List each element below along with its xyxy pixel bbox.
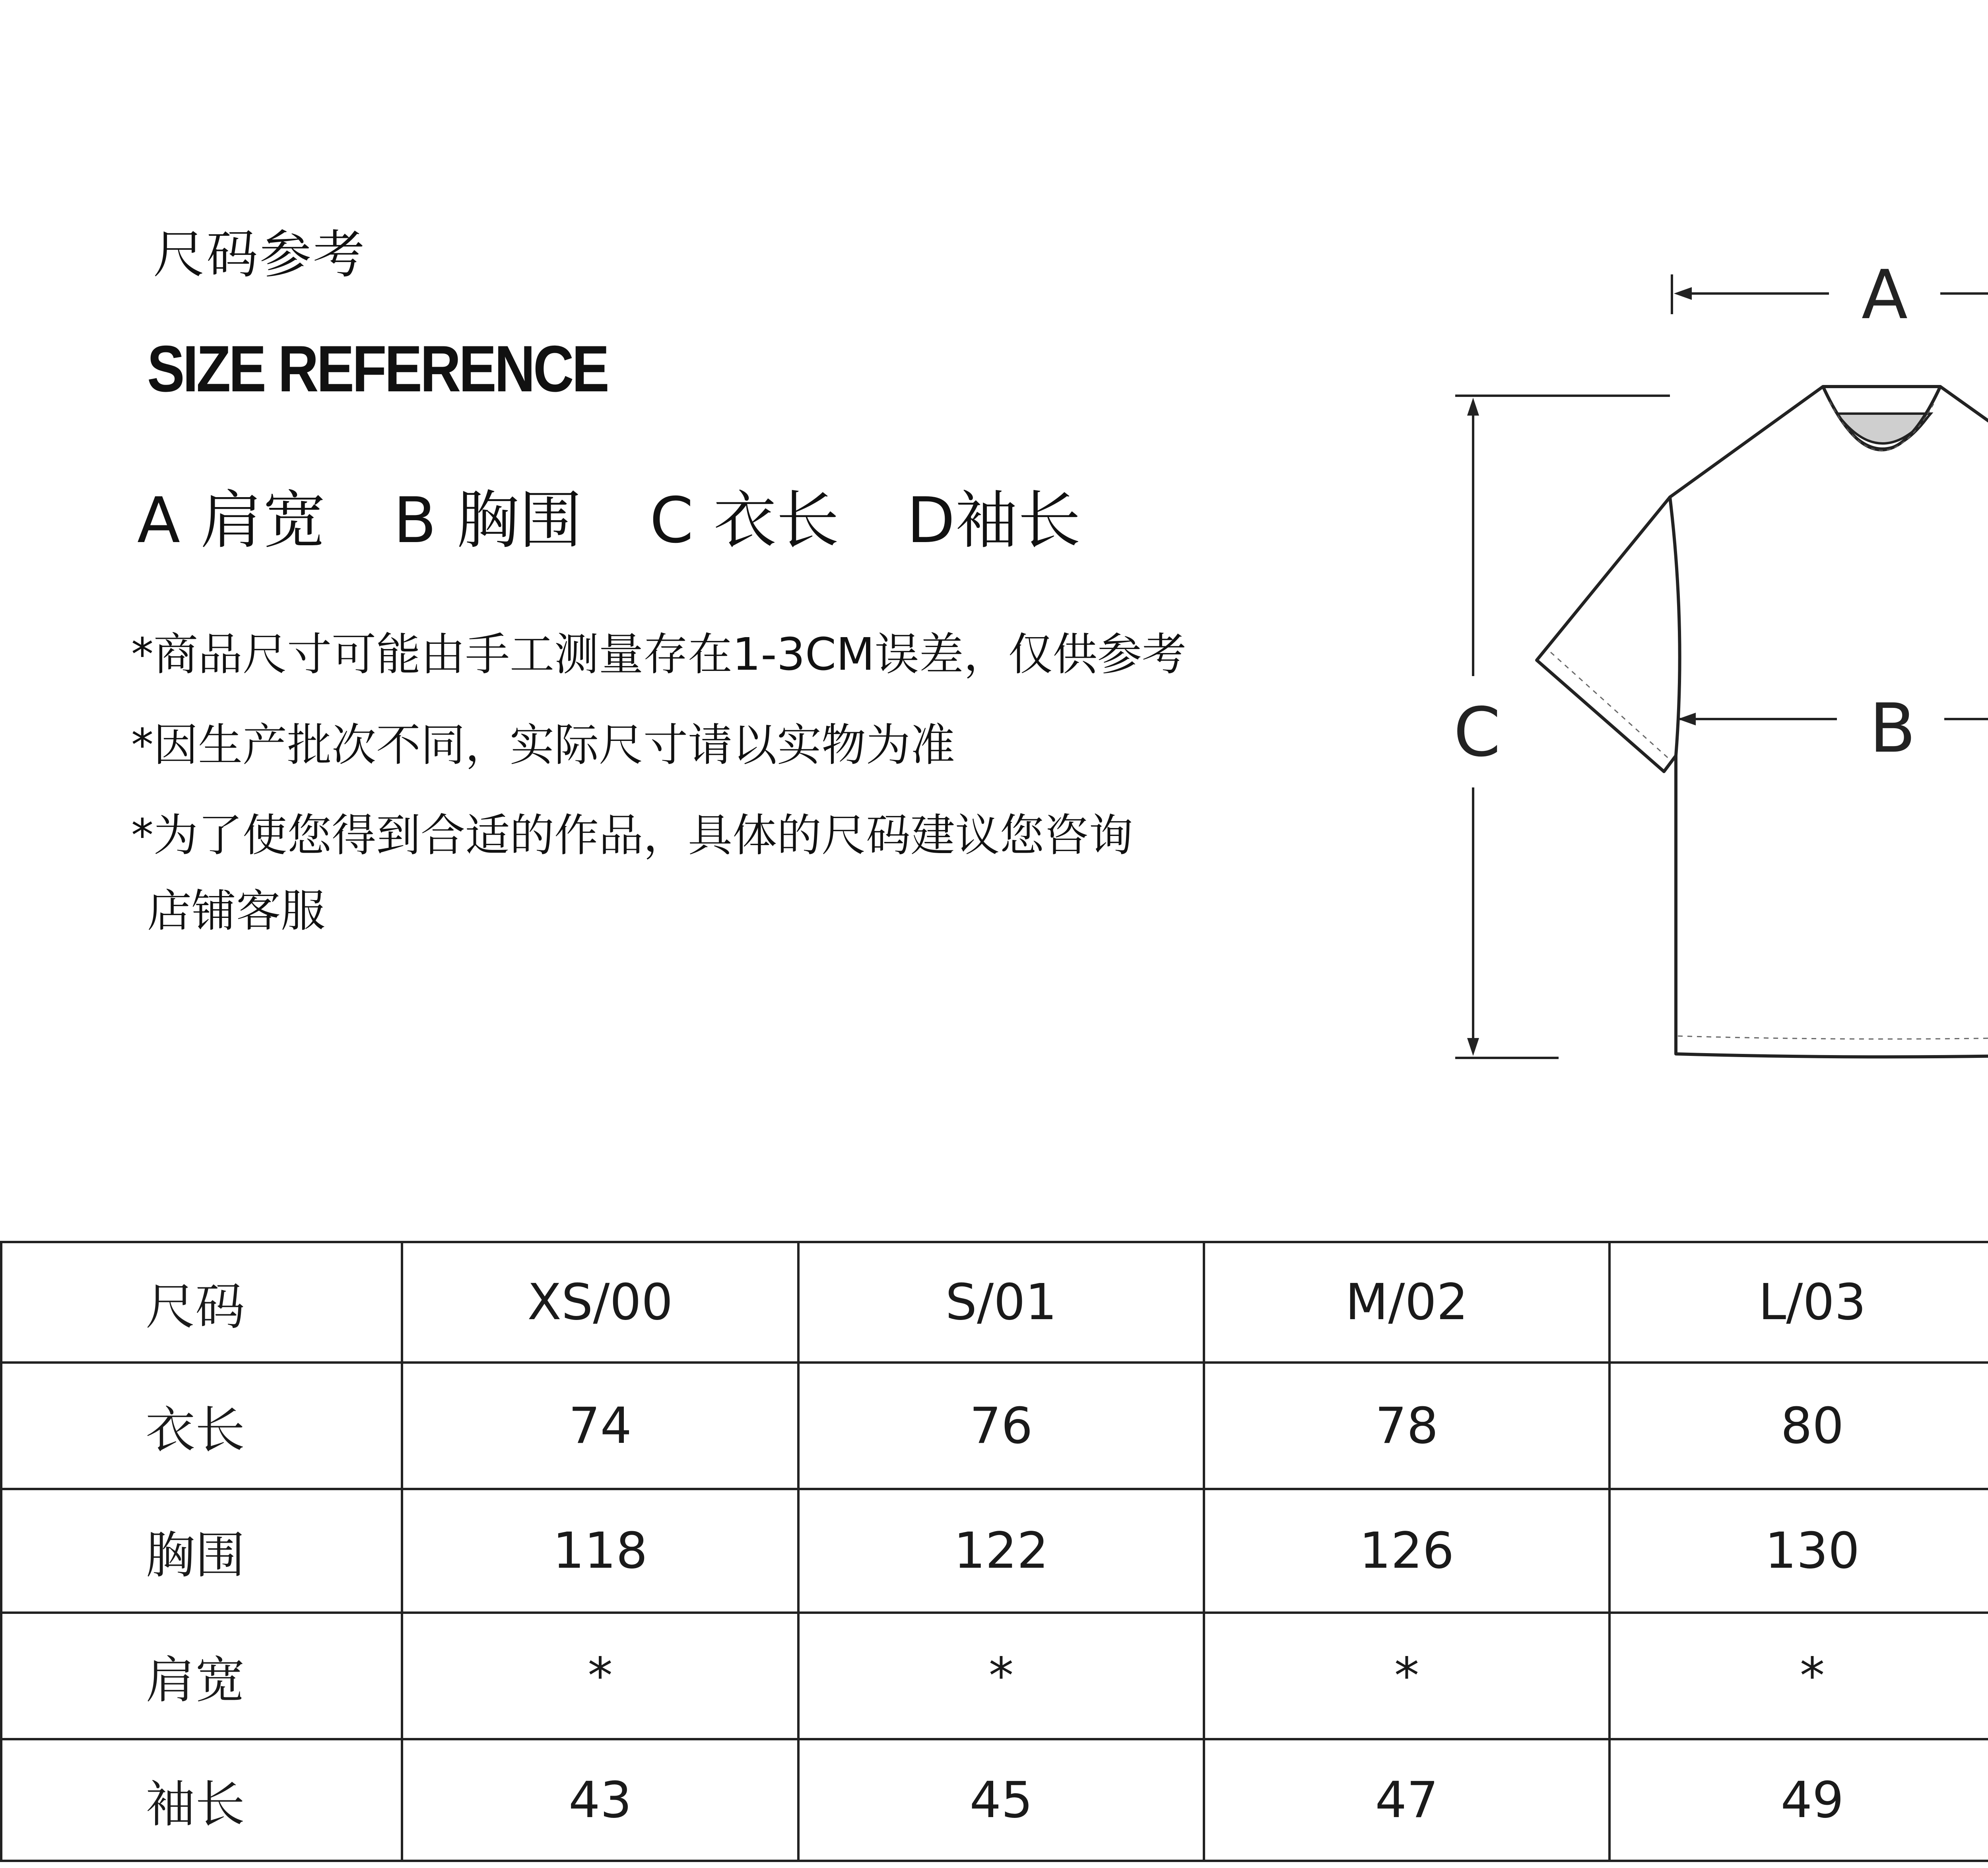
table-cell: 80 (1609, 1363, 1988, 1489)
table-header-s: S/01 (798, 1242, 1204, 1363)
table-cell: * (402, 1613, 798, 1739)
dimension-b (1678, 713, 1988, 725)
page-title-chinese: 尺码参考 (153, 224, 367, 285)
legend-chest: B 胸围 (393, 484, 582, 557)
tshirt-measurement-diagram (1431, 223, 1988, 1090)
dimension-b-label: B (1869, 689, 1916, 768)
note-consult-service: *为了使您得到合适的作品，具体的尺码建议您咨询 (131, 810, 1133, 861)
table-cell: * (1609, 1613, 1988, 1739)
table-cell: 78 (1204, 1363, 1609, 1489)
table-row-shoulder (1, 1613, 1988, 1739)
note-batch-variance: *因生产批次不同，实际尺寸请以实物为准 (131, 719, 955, 771)
hem-stitching (1551, 652, 1988, 1039)
table-row-label: 肩宽 (1, 1613, 402, 1739)
table-cell: 47 (1204, 1739, 1609, 1861)
table-cell: 130 (1609, 1489, 1988, 1613)
table-cell: 118 (402, 1489, 798, 1613)
table-row-chest (1, 1489, 1988, 1613)
table-cell: 45 (798, 1739, 1204, 1861)
table-row-sleeve (1, 1739, 1988, 1861)
legend-sleeve-length: D袖长 (907, 484, 1081, 557)
dimension-a (1672, 274, 1988, 314)
tshirt-outline (1537, 387, 1988, 1057)
table-row-length (1, 1363, 1988, 1489)
table-cell: 126 (1204, 1489, 1609, 1613)
page-title-english: SIZE REFERENCE (147, 332, 608, 405)
table-cell: * (1204, 1613, 1609, 1739)
table-cell: 122 (798, 1489, 1204, 1613)
dimension-c-label: C (1453, 693, 1501, 772)
measurement-legend (137, 484, 1148, 557)
legend-length: C 衣长 (649, 484, 839, 557)
table-cell: * (798, 1613, 1204, 1739)
table-header-m: M/02 (1204, 1242, 1609, 1363)
table-row-label: 衣长 (1, 1363, 402, 1489)
table-cell: 76 (798, 1363, 1204, 1489)
legend-shoulder-width: A 肩宽 (137, 484, 326, 557)
table-cell: 49 (1609, 1739, 1988, 1861)
table-header-size: 尺码 (1, 1242, 402, 1363)
table-header-row (1, 1242, 1988, 1363)
note-measurement-error: *商品尺寸可能由手工测量存在1-3CM误差，仅供参考 (131, 629, 1186, 680)
table-row-label: 胸围 (1, 1489, 402, 1613)
table-cell: 43 (402, 1739, 798, 1861)
table-header-l: L/03 (1609, 1242, 1988, 1363)
table-header-xs: XS/00 (402, 1242, 798, 1363)
dimension-a-label: A (1861, 256, 1908, 334)
note-consult-service-cont: 店铺客服 (147, 885, 325, 937)
table-cell: 74 (402, 1363, 798, 1489)
size-table (0, 1241, 1988, 1862)
table-row-label: 袖长 (1, 1739, 402, 1861)
